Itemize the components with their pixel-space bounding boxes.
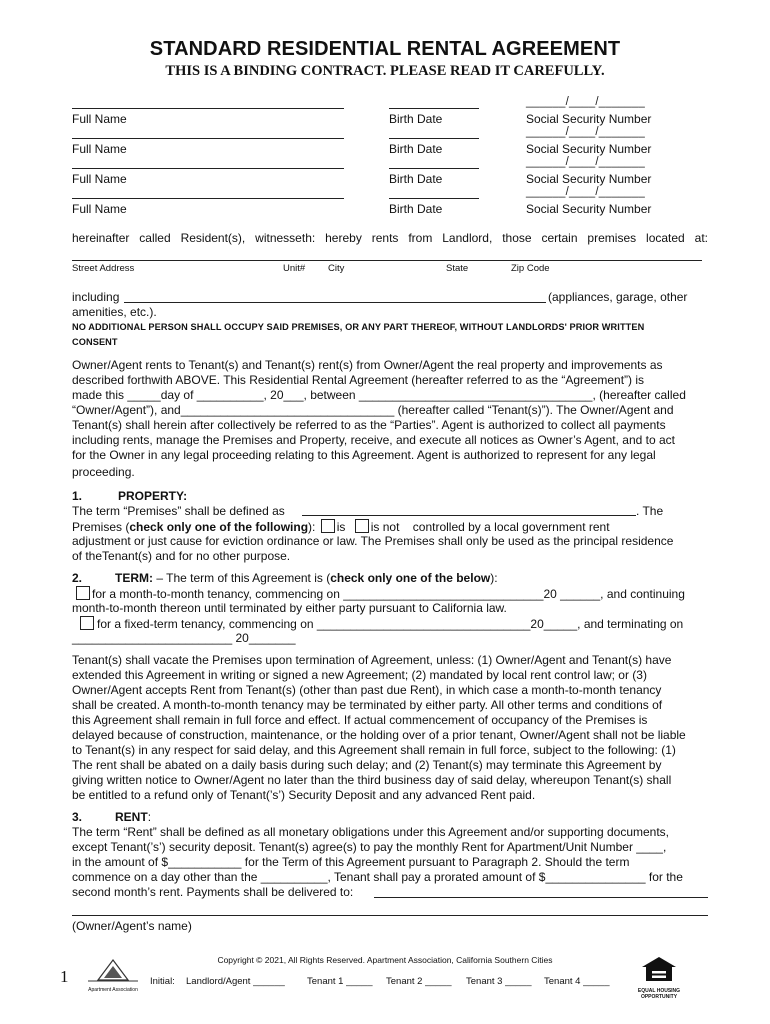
rent-line: in the amount of $___________ for the Term of this Agreement pursuant to Paragraph 2. Should the term [72,855,630,869]
month-to-month-option [76,586,685,601]
rent-paragraph [72,825,708,885]
state-label: State [446,263,469,274]
page-number: 1 [60,967,69,986]
landlord-initial[interactable]: Landlord/Agent ______ [186,976,285,987]
document-title: STANDARD RESIDENTIAL RENTAL AGREEMENT [149,38,621,60]
rent-line: The term “Rent” shall be defined as all monetary obligations under this Agreement and/or supporting documents, [72,825,669,839]
full-name-field-3[interactable] [72,168,344,169]
address-field[interactable] [72,260,702,261]
rent-line: except Tenant(’s’) security deposit. Tenant(s) agree(s) to pay the monthly Rent for Apartment/Unit Number ____, [72,840,667,854]
full-name-field-1[interactable] [72,108,344,109]
intro-line: including rents, manage the Premises and Property, receive, and execute all notices as Owner’s Agent, and to act [72,433,676,447]
section-3-heading [72,810,151,824]
term-line: to Tenant(s) in any respect for said delay, and this Agreement shall remain in full force, subject to the following: (1) [72,743,676,757]
term-line: giving written notice to Owner/Agent no later than the third business day of said delay, whereupon Tenant(s) shall [72,773,672,787]
section-2-title: TERM: [115,571,154,585]
payment-delivery-field[interactable] [374,897,708,898]
section-2-title-end: ): [490,571,498,585]
copyright-notice: Copyright © 2021, All Rights Reserved. Apartment Association, California Southern Cities [217,955,553,965]
premises-intro: hereinafter called Resident(s), witnesseth: hereby rents from Landlord, those certain premises located at: [72,231,708,245]
is-checkbox[interactable] [321,519,335,533]
birth-date-label: Birth Date [389,172,443,186]
no-additional-occupants-notice: NO ADDITIONAL PERSON SHALL OCCUPY SAID PREMISES, OR ANY PART THEREOF, WITHOUT LANDLORDS' PRIOR WRITTEN [72,322,645,332]
section-3-colon: : [147,810,152,824]
fixed-term-checkbox[interactable] [80,616,94,630]
birth-date-field-3[interactable] [389,168,479,169]
intro-line: Owner/Agent rents to Tenant(s) and Tenant(s) rent(s) from Owner/Agent the real property and improvements as [72,358,663,372]
premises-definition-field[interactable] [302,515,636,516]
payments-delivered-to: second month’s rent. Payments shall be delivered to: [72,885,354,899]
premises-colon: ): [308,520,316,534]
birth-date-field-1[interactable] [389,108,479,109]
birth-date-label: Birth Date [389,112,443,126]
ssn-field-1[interactable]: ______/____/_______ [526,96,645,108]
owner-agent-name-field[interactable] [72,915,708,916]
ssn-label: Social Security Number [526,202,652,216]
intro-line: Tenant(s) shall herein after collectively be referred to as the “Parties”. Agent is authorized to collect all payments [72,418,666,432]
month-to-month-line2: month-to-month thereon until terminated by either party pursuant to California law. [72,601,507,615]
term-line: Owner/Agent accepts Rent from Tenant(s) (other than past due Rent), in which case a month-to-month tenancy [72,683,662,697]
ssn-field-3[interactable]: ______/____/_______ [526,156,645,168]
including-field[interactable] [124,302,546,303]
term-line: this Agreement shall remain in full force and effect. If actual commencement of occupancy of the Premises is [72,713,648,727]
section-2-title-rest: – The term of this Agreement is ( [153,571,331,585]
including-prefix: including [72,290,120,304]
property-line-4: of theTenant(s) and for no other purpose. [72,549,291,563]
rent-control-text: controlled by a local government rent [412,520,610,534]
term-line: be entitled to a refund only of Tenant(’s’) Security Deposit and any advanced Rent paid. [72,788,536,802]
intro-line: made this _____day of __________, 20___, between ___________________________________, (hereafter called [72,388,686,402]
property-line-3: adjustment or just cause for eviction ordinance or law. The Premises shall only be used as the principal residence [72,534,674,548]
intro-line: for the Owner in any legal proceeding relating to this Agreement. Agent is authorized to represent for any legal [72,448,656,462]
zip-code-label: Zip Code [511,263,550,274]
full-name-label: Full Name [72,172,127,186]
owner-agent-name-label: (Owner/Agent’s name) [72,919,192,933]
section-3-number: 3. [72,810,83,824]
tenant-3-initial[interactable]: Tenant 3 _____ [466,976,532,987]
section-2-check-instruction: check only one of the below [330,571,491,585]
birth-date-label: Birth Date [389,142,443,156]
full-name-label: Full Name [72,142,127,156]
ssn-label: Social Security Number [526,172,652,186]
premises-prefix: Premises ( [72,520,130,534]
is-not-label: is not [370,520,400,534]
document-subtitle: THIS IS A BINDING CONTRACT. PLEASE READ IT CAREFULLY. [165,63,605,79]
tenant-1-initial[interactable]: Tenant 1 _____ [307,976,373,987]
ssn-field-2[interactable]: ______/____/_______ [526,126,645,138]
street-address-label: Street Address [72,263,135,274]
full-name-field-2[interactable] [72,138,344,139]
tenant-4-initial[interactable]: Tenant 4 _____ [544,976,610,987]
including-line2: amenities, etc.). [72,305,157,319]
term-line: The rent shall be abated on a daily basis during such delay; and (2) Tenant(s) may terminate this Agreement by [72,758,662,772]
full-name-field-4[interactable] [72,198,344,199]
fixed-term-option [80,616,683,631]
birth-date-field-4[interactable] [389,198,479,199]
premises-definition-suffix: . The [636,504,664,518]
is-not-checkbox[interactable] [355,519,369,533]
association-logo-text: Apartment Association [88,987,138,993]
association-logo-icon [78,958,148,984]
premises-definition-prefix: The term “Premises” shall be defined as [72,504,285,518]
term-line: Tenant(s) shall vacate the Premises upon termination of Agreement, unless: (1) Owner/Agent and Tenant(s) have [72,653,672,667]
including-suffix: (appliances, garage, other [548,290,688,304]
ssn-label: Social Security Number [526,112,652,126]
rent-line: commence on a day other than the __________, Tenant shall pay a prorated amount of $_______________ for the [72,870,683,884]
term-line: extended this Agreement in writing or signed a new Agreement; (2) mandated by local rent control law; or (3) [72,668,647,682]
term-paragraph [72,653,708,803]
ssn-field-4[interactable]: ______/____/_______ [526,186,645,198]
fixed-term-text: for a fixed-term tenancy, commencing on ________________________________20_____, and terminating on [97,617,684,631]
term-line: delayed because of construction, maintenance, or the holding over of a prior tenant, Owner/Agent shall not be liable [72,728,686,742]
equal-housing-icon [636,955,682,983]
intro-line: described forthwith ABOVE. This Residential Rental Agreement (hereafter referred to as the “Agreement”) is [72,373,645,387]
intro-paragraph [72,358,708,480]
term-line: shall be created. A month-to-month tenancy may be terminated by either party. All other terms and conditions of [72,698,663,712]
birth-date-field-2[interactable] [389,138,479,139]
section-2-heading [72,571,498,585]
month-to-month-checkbox[interactable] [76,586,90,600]
fixed-term-line2: ________________________ 20_______ [72,631,296,645]
birth-date-label: Birth Date [389,202,443,216]
section-1-title: PROPERTY: [118,489,188,503]
intro-line: proceeding. [72,465,135,479]
month-to-month-text: for a month-to-month tenancy, commencing on ______________________________20 ______, and continuing [92,587,685,601]
city-label: City [328,263,345,274]
rent-control-line [72,519,610,534]
full-name-label: Full Name [72,112,127,126]
full-name-label: Full Name [72,202,127,216]
ssn-label: Social Security Number [526,142,652,156]
apartment-association-logo [78,958,148,992]
no-additional-occupants-consent: CONSENT [72,337,118,347]
section-3-title: RENT [115,810,148,824]
equal-housing-logo [636,955,682,1000]
intro-line: “Owner/Agent”), and________________________________ (hereafter called “Tenant(s)”). The Owner/Agent and [72,403,674,417]
section-1-number: 1. [72,489,83,503]
equal-housing-text: EQUAL HOUSING OPPORTUNITY [637,988,681,1000]
unit-label: Unit# [283,263,306,274]
tenant-2-initial[interactable]: Tenant 2 _____ [386,976,452,987]
is-label: is [336,520,346,534]
section-2-number: 2. [72,571,83,585]
check-one-instruction: check only one of the following [129,520,309,534]
initial-label: Initial: [150,976,175,987]
